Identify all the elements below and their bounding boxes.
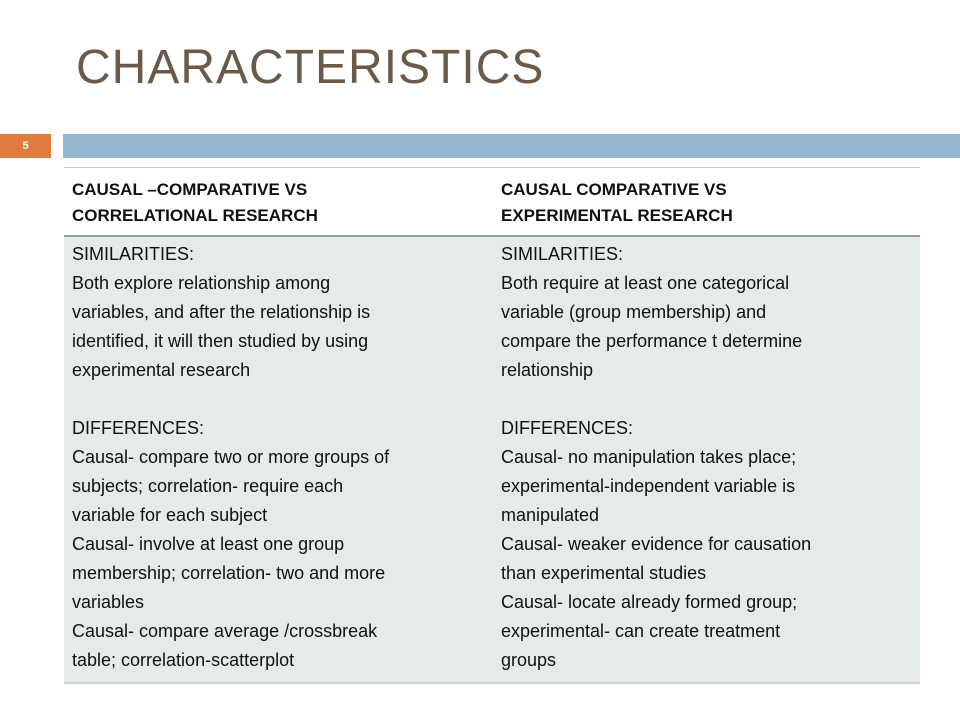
paragraph-gap (501, 385, 912, 414)
similarities-line: variables, and after the relationship is (72, 302, 371, 322)
differences-heading: DIFFERENCES: (501, 418, 634, 438)
similarities-line: identified, it will then studied by using (72, 331, 369, 351)
differences-line: Causal- no manipulation takes place; (501, 447, 797, 467)
cell-causal-vs-correlational (64, 236, 493, 683)
header-line: CAUSAL –COMPARATIVE VS (72, 180, 308, 199)
differences-line: than experimental studies (501, 563, 707, 583)
header-line: CAUSAL COMPARATIVE VS (501, 180, 727, 199)
differences-line: experimental- can create treatment (501, 621, 781, 641)
table-row (64, 236, 920, 683)
differences-line: manipulated (501, 505, 600, 525)
differences-line: table; correlation-scatterplot (72, 650, 295, 670)
differences-line: variable for each subject (72, 505, 268, 525)
similarities-line: compare the performance t determine (501, 331, 803, 351)
differences-heading: DIFFERENCES: (72, 418, 205, 438)
similarities-line: experimental research (72, 360, 251, 380)
paragraph-gap (72, 385, 485, 414)
header-causal-vs-experimental (493, 168, 920, 237)
differences-line: experimental-independent variable is (501, 476, 796, 496)
header-line: EXPERIMENTAL RESEARCH (501, 206, 733, 225)
differences-line: groups (501, 650, 557, 670)
comparison-table (64, 167, 920, 684)
similarities-line: Both explore relationship among (72, 273, 331, 293)
cell-causal-vs-experimental (493, 236, 920, 683)
similarities-heading: SIMILARITIES: (72, 244, 195, 264)
differences-line: Causal- locate already formed group; (501, 592, 798, 612)
differences-line: Causal- compare two or more groups of (72, 447, 390, 467)
table-header-row (64, 168, 920, 237)
similarities-line: relationship (501, 360, 594, 380)
differences-line: Causal- weaker evidence for causation (501, 534, 812, 554)
header-banner-bar (63, 134, 960, 158)
differences-line: Causal- compare average /crossbreak (72, 621, 378, 641)
slide-number: 5 (0, 134, 51, 158)
header-line: CORRELATIONAL RESEARCH (72, 206, 318, 225)
differences-line: membership; correlation- two and more (72, 563, 386, 583)
similarities-line: variable (group membership) and (501, 302, 767, 322)
similarities-heading: SIMILARITIES: (501, 244, 624, 264)
differences-line: subjects; correlation- require each (72, 476, 344, 496)
header-causal-vs-correlational (64, 168, 493, 237)
differences-line: Causal- involve at least one group (72, 534, 345, 554)
differences-line: variables (72, 592, 145, 612)
similarities-line: Both require at least one categorical (501, 273, 790, 293)
slide-title: CHARACTERISTICS (76, 41, 545, 94)
